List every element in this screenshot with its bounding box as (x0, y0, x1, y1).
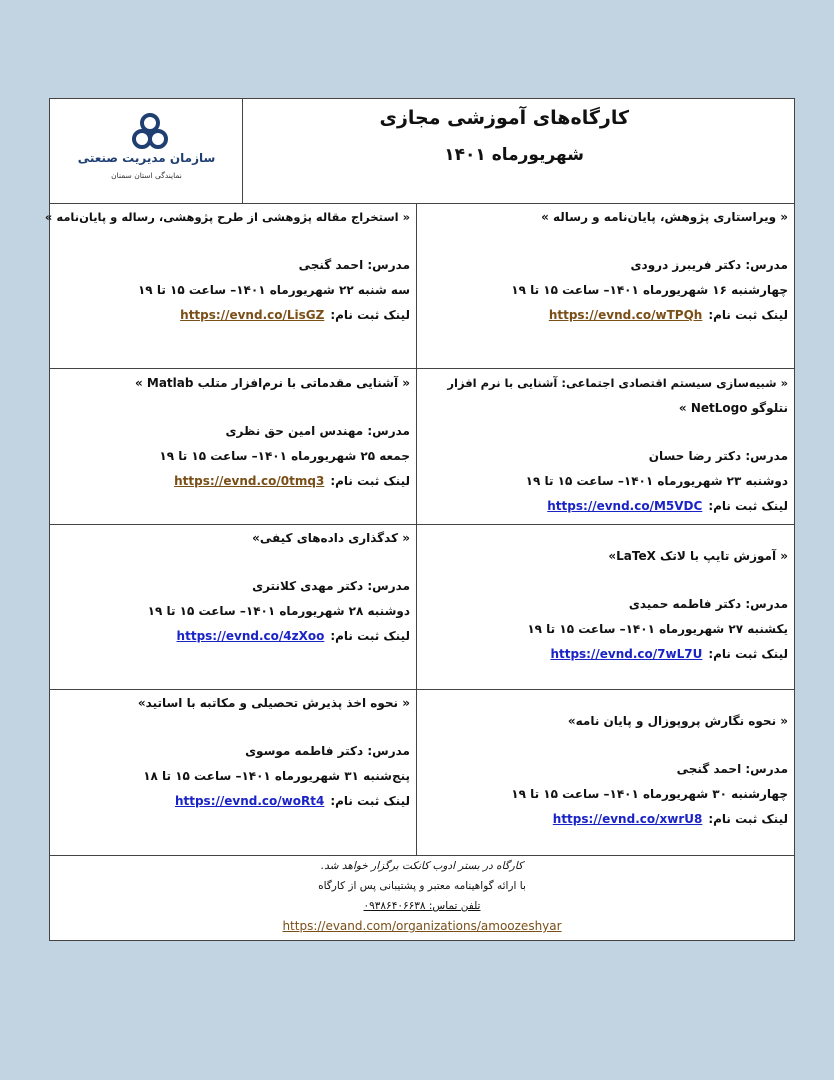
workshop-flyer (44, 98, 795, 941)
workshop-title: « نحوه اخذ پذیرش تحصیلی و مکاتبه با اساتید» (137, 696, 410, 710)
register-link-label: لینک ثبت نام: (330, 474, 410, 488)
workshop-instructor: مدرس: احمد گنجی (676, 762, 788, 776)
workshop-title: « آموزش تایپ با لاتک LaTeX» (608, 549, 788, 563)
register-link-label: لینک ثبت نام: (708, 812, 788, 826)
footer-certificate-note: با ارائه گواهینامه معتبر و پشتیبانی پس از کارگاه (318, 880, 526, 892)
register-link[interactable]: https://evnd.co/4zXoo (176, 629, 325, 643)
workshop-card (44, 205, 416, 328)
workshop-title: « ویراستاری پژوهش، پایان‌نامه و رساله » (541, 210, 788, 224)
workshop-card (416, 371, 794, 519)
workshop-instructor: مدرس: احمد گنجی (298, 258, 410, 272)
register-link-label: لینک ثبت نام: (330, 629, 410, 643)
workshop-schedule: سه شنبه ۲۲ شهریورماه ۱۴۰۱– ساعت ۱۵ تا ۱۹ (137, 283, 410, 297)
workshop-instructor: مدرس: دکتر فاطمه موسوی (245, 744, 410, 758)
workshop-title: « کدگذاری داده‌های کیفی» (252, 531, 410, 545)
register-link-label: لینک ثبت نام: (330, 794, 410, 808)
workshop-instructor: مدرس: مهندس امین حق نظری (225, 424, 410, 438)
workshop-schedule: جمعه ۲۵ شهریورماه ۱۴۰۱– ساعت ۱۵ تا ۱۹ (159, 449, 410, 463)
workshop-instructor: مدرس: دکتر فریبرز درودی (630, 258, 788, 272)
logo-cell (50, 99, 243, 203)
register-link-label: لینک ثبت نام: (708, 647, 788, 661)
footer-platform-note: کارگاه در بستر ادوب کانکت برگزار خواهد شد. (320, 860, 524, 872)
workshop-card (50, 526, 416, 649)
register-link[interactable]: https://evnd.co/0tmq3 (174, 474, 325, 488)
workshop-instructor: مدرس: دکتر رضا حسان (648, 449, 788, 463)
workshop-schedule: چهارشنبه ۳۰ شهریورماه ۱۴۰۱– ساعت ۱۵ تا ۱۹ (511, 787, 788, 801)
register-link[interactable]: https://evnd.co/woRt4 (174, 794, 325, 808)
title-cell (243, 99, 794, 203)
register-link-label: لینک ثبت نام: (330, 308, 410, 322)
workshop-title-continued: نتلوگو NetLogo » (678, 401, 788, 415)
workshop-title: « آشنایی مقدماتی با نرم‌افزار متلب Matlab » (134, 376, 410, 390)
flyer-header (50, 99, 794, 204)
workshop-title: « نحوه نگارش پروپوزال و پایان نامه» (567, 714, 788, 728)
workshop-card (416, 544, 794, 667)
page-title: کارگاه‌های آموزشی مجازی (379, 107, 629, 129)
register-link-label: لینک ثبت نام: (708, 308, 788, 322)
workshop-schedule: یکشنبه ۲۷ شهریورماه ۱۴۰۱– ساعت ۱۵ تا ۱۹ (527, 622, 788, 636)
footer-phone: تلفن تماس: ۰۹۳۸۶۴۰۶۶۳۸ (363, 900, 481, 912)
row-divider-2 (50, 524, 794, 525)
register-link-label: لینک ثبت نام: (708, 499, 788, 513)
workshop-schedule: دوشنبه ۲۳ شهریورماه ۱۴۰۱– ساعت ۱۵ تا ۱۹ (525, 474, 788, 488)
row-divider-3 (50, 689, 794, 690)
workshop-schedule: چهارشنبه ۱۶ شهریورماه ۱۴۰۱– ساعت ۱۵ تا ۱۹ (511, 283, 788, 297)
workshop-schedule: دوشنبه ۲۸ شهریورماه ۱۴۰۱– ساعت ۱۵ تا ۱۹ (147, 604, 410, 618)
row-divider-1 (50, 368, 794, 369)
workshop-instructor: مدرس: دکتر مهدی کلانتری (252, 579, 410, 593)
workshop-title: « استخراج مقاله پژوهشی از طرح پژوهشی، رساله و پایان‌نامه » (44, 210, 410, 224)
workshop-card (50, 371, 416, 494)
logo-branch-name: نمایندگی استان سمنان (111, 171, 182, 180)
flyer-footer (50, 856, 794, 940)
workshop-card (416, 709, 794, 832)
workshop-card (416, 205, 794, 328)
register-link[interactable]: https://evnd.co/LisGZ (180, 308, 325, 322)
organization-logo-icon (132, 113, 168, 151)
register-link[interactable]: https://evnd.co/7wL7U (550, 647, 703, 661)
page-subtitle: شهریورماه ۱۴۰۱ (444, 145, 584, 165)
workshop-card (50, 691, 416, 814)
workshop-schedule: پنج‌شنبه ۳۱ شهریورماه ۱۴۰۱– ساعت ۱۵ تا ۱۸ (143, 769, 410, 783)
workshop-title: « شبیه‌سازی سیستم اقتصادی اجتماعی: آشنایی با نرم افزار (447, 376, 788, 390)
logo-organization-name: سازمان مدیریت صنعتی (77, 151, 216, 165)
footer-organization-link[interactable]: https://evand.com/organizations/amoozeshyar (282, 919, 562, 933)
register-link[interactable]: https://evnd.co/M5VDC (547, 499, 703, 513)
register-link[interactable]: https://evnd.co/wTPQh (548, 308, 703, 322)
workshop-instructor: مدرس: دکتر فاطمه حمیدی (628, 597, 788, 611)
register-link[interactable]: https://evnd.co/xwrU8 (552, 812, 703, 826)
